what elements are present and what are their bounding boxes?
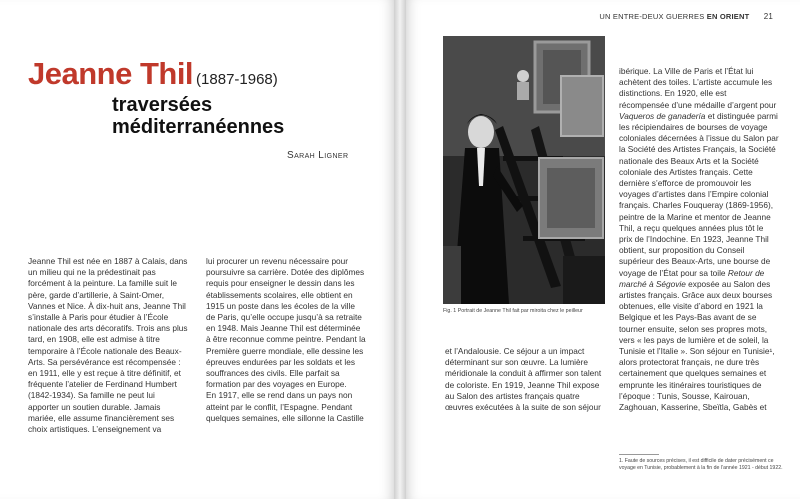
footnote: 1. Faute de sources précises, il est difficile de dater précisément ce voyage en Tunisie, probablement à la fin de l’année 1921 - début 1922. [619, 458, 783, 471]
text-column-left-2 [206, 256, 366, 424]
artwork-title: Vaqueros de ganadería [619, 110, 706, 121]
running-header [599, 12, 773, 21]
page-number: 21 [763, 12, 773, 21]
footnote-rule [619, 454, 659, 455]
artist-dates: (1887-1968) [196, 71, 278, 88]
header-section-bold: EN ORIENT [706, 12, 750, 21]
subtitle-line-2: méditerranéennes [112, 116, 285, 138]
subtitle-line-1: traversées [112, 94, 213, 116]
artist-portrait-photo [443, 36, 605, 304]
article-title [28, 56, 284, 138]
text-column-left-1 [28, 256, 188, 435]
text-run: exposée au Salon des artistes français. Grâce aux deux bourses obtenues, elle visite d’abord en 1921 la Belgique et les Pays-Bas avant de se tourner ensuite, selon ses propres mots, vers « les pays de lumière et de soleil, la Tunisie et l’Italie ». Son séjour en Tunisie¹, alors protectorat français, ne dure très certainement que quelques semaines et emprunte les itinéraires touristiques de l’époque : Tunis, Sousse, Kairouan, Zaghouan, Kasserine, Sbeïtla, Gabès et [619, 278, 775, 413]
paragraph: et l’Andalousie. Ce séjour a un impact déterminant sur son œuvre. La lumière méridionale la conduit à affirmer son talent de coloriste. En 1919, Jeanne Thil expose au Salon des artistes français quatre œuvres exécutées à la suite de son séjour [445, 346, 602, 413]
text-column-right-1 [445, 346, 605, 413]
photo-caption: Fig. 1 Portrait de Jeanne Thil fait par miroita chez le peilleur [443, 308, 583, 314]
text-run: ibérique. La Ville de Paris et l’État lui achètent des toiles. L’artiste accumule les distinctions. En 1920, elle est récompensée d’une médaille d’argent pour [619, 66, 777, 110]
paragraph: En 1917, elle se rend dans un pays non atteint par le conflit, l’Espagne. Pendant quelques semaines, elle sillonne la Castille [206, 390, 364, 423]
book-gutter [394, 0, 406, 499]
header-section: UN ENTRE-DEUX GUERRES [599, 12, 705, 21]
left-page [0, 0, 394, 499]
paragraph [619, 66, 779, 413]
artist-name: Jeanne Thil [28, 56, 194, 91]
artwork-title: Retour de marché à Ségovie [619, 267, 765, 289]
paragraph: Jeanne Thil est née en 1887 à Calais, dans un milieu qui ne la prédestinait pas forcément à la peinture. La famille suit le père, garde d’artillerie, à Saint-Omer, Vannes et Nice. À dix-huit ans, Jeanne Thil s’installe à Paris pour étudier à l’École nationale des arts décoratifs. Trois ans plus tard, en 1908, elle est admise à titre temporaire à l’École nationale des Beaux-Arts. Sa persévérance est récompensée : en 1911, elle y est reçue à titre définitif, et fréquente l’atelier de Ferdinand Humbert (1842-1934). Sa famille ne peut lui apporter un soutien durable. Jamais mariée, elle assume financièrement ses choix artistiques. L’enseignement va [28, 256, 188, 435]
portrait-illustration [443, 36, 605, 304]
author-byline: Sarah Ligner [287, 150, 349, 161]
article-subtitle [112, 94, 284, 138]
text-column-right-2 [619, 66, 779, 413]
text-run: et distinguée parmi les récipiendaires de bourses de voyage coloniales décernées à l’issue du Salon par la Société des Artistes Français, la Société nationale des Beaux Arts et la Société coloniale des Artistes français. Cette dernière s’efforce de promouvoir les voyages d’artistes dans l’Empire colonial français. Charles Fouqueray (1869-1956), peintre de la Marine et mentor de Jeanne Thil, a reçu quelques années plus tôt le prix de l’Indochine. En 1923, Jeanne Thil obtient, sur proposition du Conseil supérieur des Beaux-Arts, une bourse de voyage de l’État pour sa toile [619, 110, 779, 278]
paragraph: lui procurer un revenu nécessaire pour poursuivre sa carrière. Dotée des diplômes requis pour enseigner le dessin dans les établissements scolaires, elle obtient en 1915 un poste dans les écoles de la ville de Paris, qu’elle occupe jusqu’à sa retraite en 1948. Mais Jeanne Thil est déterminée à être reconnue comme peintre. Pendant la Première guerre mondiale, elle dessine les épreuves endurées par les soldats et les souffrances des civils. Elle parfait sa formation par des voyages en Europe. [206, 256, 366, 390]
